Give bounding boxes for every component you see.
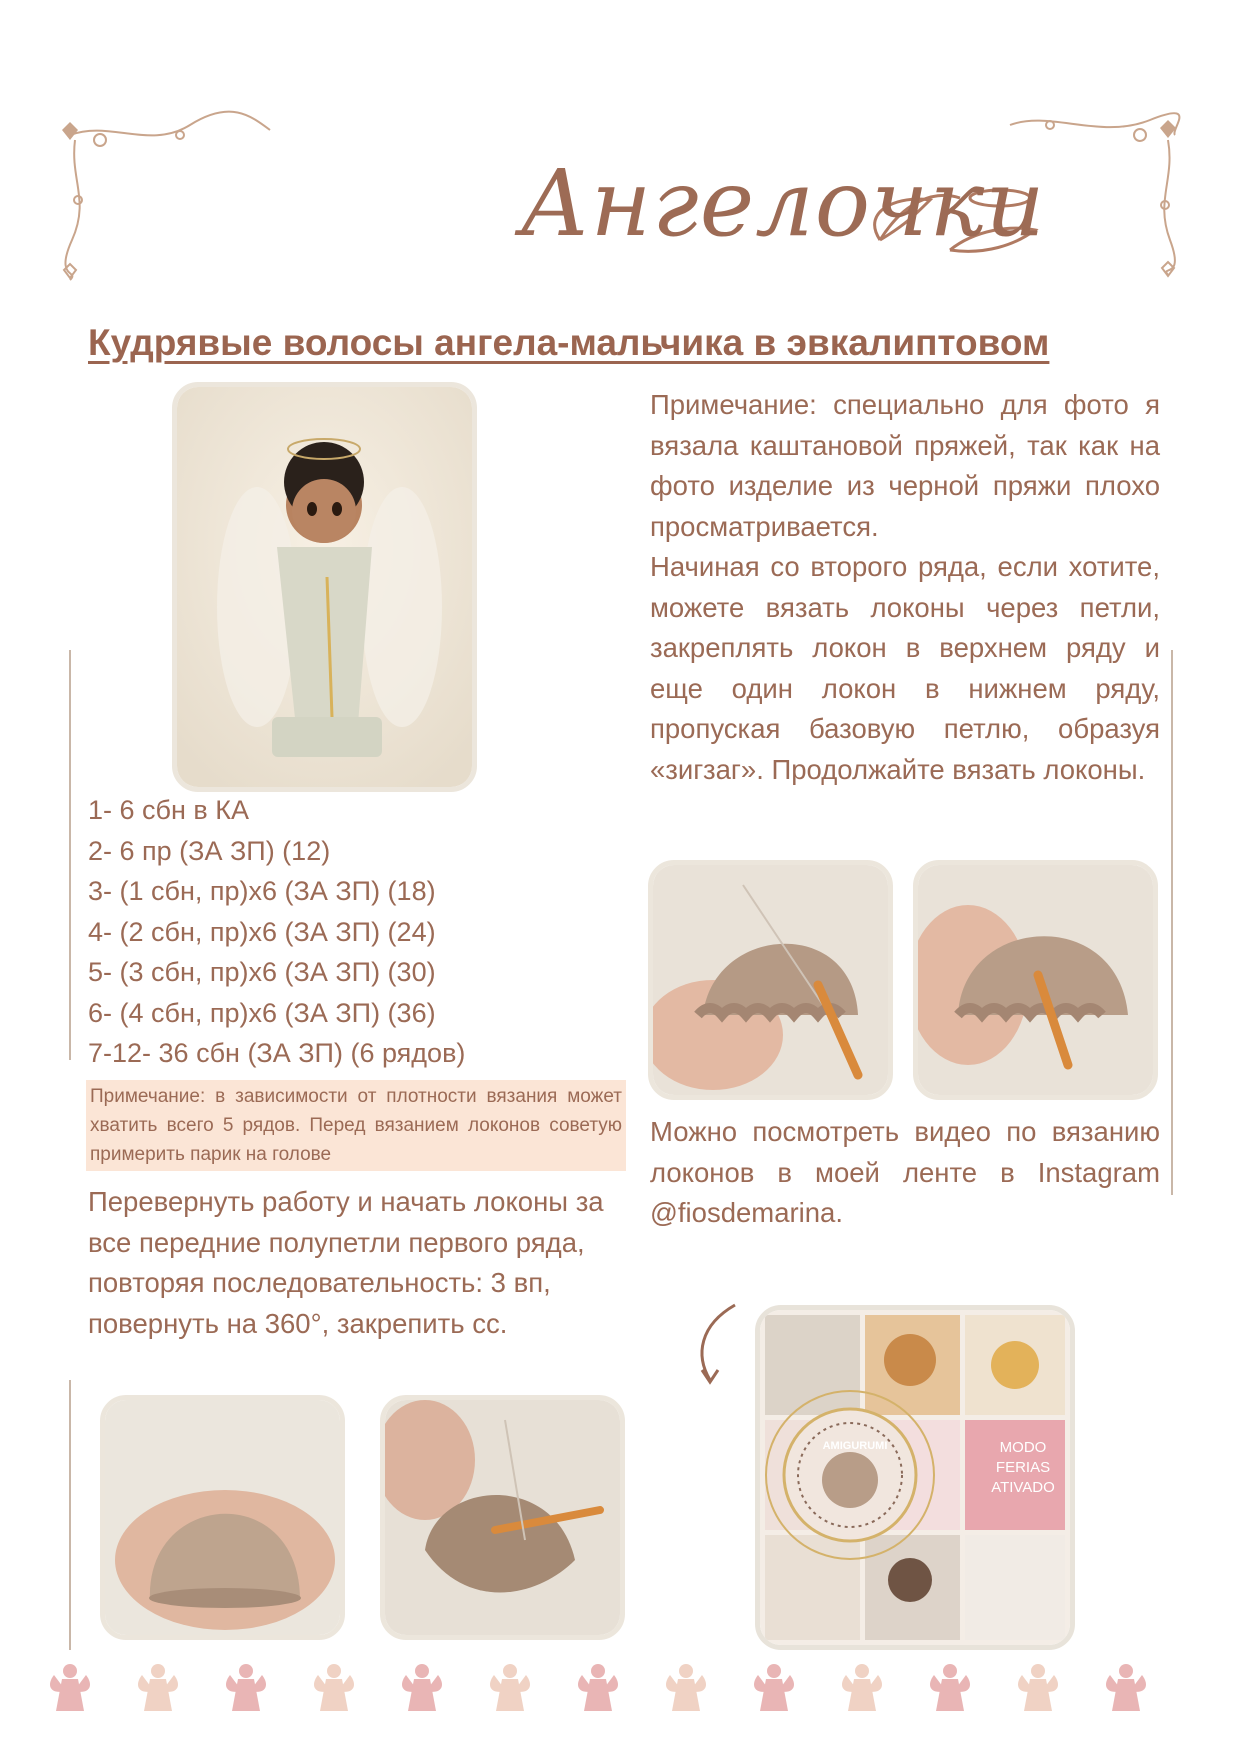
corner-ornament-left xyxy=(65,112,270,280)
tile-text: MODO FERIAS ATIVADO xyxy=(991,1439,1055,1496)
note-paragraph: Примечание: специально для фото я вязала каштановой пряжей, так как на фото изделие из черной пряжи плохо просматривается. xyxy=(650,389,1160,542)
arrow-icon xyxy=(690,1300,750,1390)
pattern-rows xyxy=(88,790,648,1074)
cap-photo-2 xyxy=(380,1395,625,1640)
angel-border xyxy=(40,1656,1200,1726)
pattern-row: 3- (1 сбн, пр)х6 (ЗА ЗП) (18) xyxy=(88,876,436,906)
curl-photo-1 xyxy=(648,860,893,1100)
pattern-row: 5- (3 сбн, пр)х6 (ЗА ЗП) (30) xyxy=(88,957,436,987)
note-paragraph: Начиная со второго ряда, если хотите, можете вязать локоны через петли, закреплять локон в верхнем ряду и еще один локон в нижнем ряду, пропуская базовую петлю, образуя «зигзаг». Продолжайте вязать локоны. xyxy=(650,551,1160,785)
video-note: Можно посмотреть видео по вязанию локонов в моей ленте в Instagram @fiosdemarina. xyxy=(650,1116,1160,1228)
pattern-row: 2- 6 пр (ЗА ЗП) (12) xyxy=(88,835,331,866)
angel-doll-photo xyxy=(172,382,477,792)
curls-instructions: Перевернуть работу и начать локоны за все передние полупетли первого ряда, повторяя последовательность: 3 вп, повернуть на 360°, закрепить сс. xyxy=(88,1186,604,1339)
logo-text: Ангелочки xyxy=(520,150,1046,257)
pattern-row: 4- (2 сбн, пр)х6 (ЗА ЗП) (24) xyxy=(88,916,436,947)
heart-icon xyxy=(1160,120,1176,138)
pattern-row: 6- (4 сбн, пр)х6 (ЗА ЗП) (36) xyxy=(88,997,436,1028)
density-note: Примечание: в зависимости от плотности вязания может хватить всего 5 рядов. Перед вязанием локонов советую примерить парик на голове xyxy=(86,1080,626,1171)
page-title: Кудрявые волосы ангела-мальчика в эвкалиптовом xyxy=(88,322,1050,363)
pattern-row: 1- 6 сбн в КА xyxy=(88,795,249,825)
pattern-row: 7-12- 36 сбн (ЗА ЗП) (6 рядов) xyxy=(88,1038,466,1068)
circle-label: AMIGURUMI xyxy=(822,1440,888,1452)
curl-photo-2 xyxy=(913,860,1158,1100)
instagram-collage xyxy=(755,1305,1075,1650)
heart-icon xyxy=(62,122,78,140)
cap-photo-1 xyxy=(100,1395,345,1640)
note-right xyxy=(650,385,1160,790)
